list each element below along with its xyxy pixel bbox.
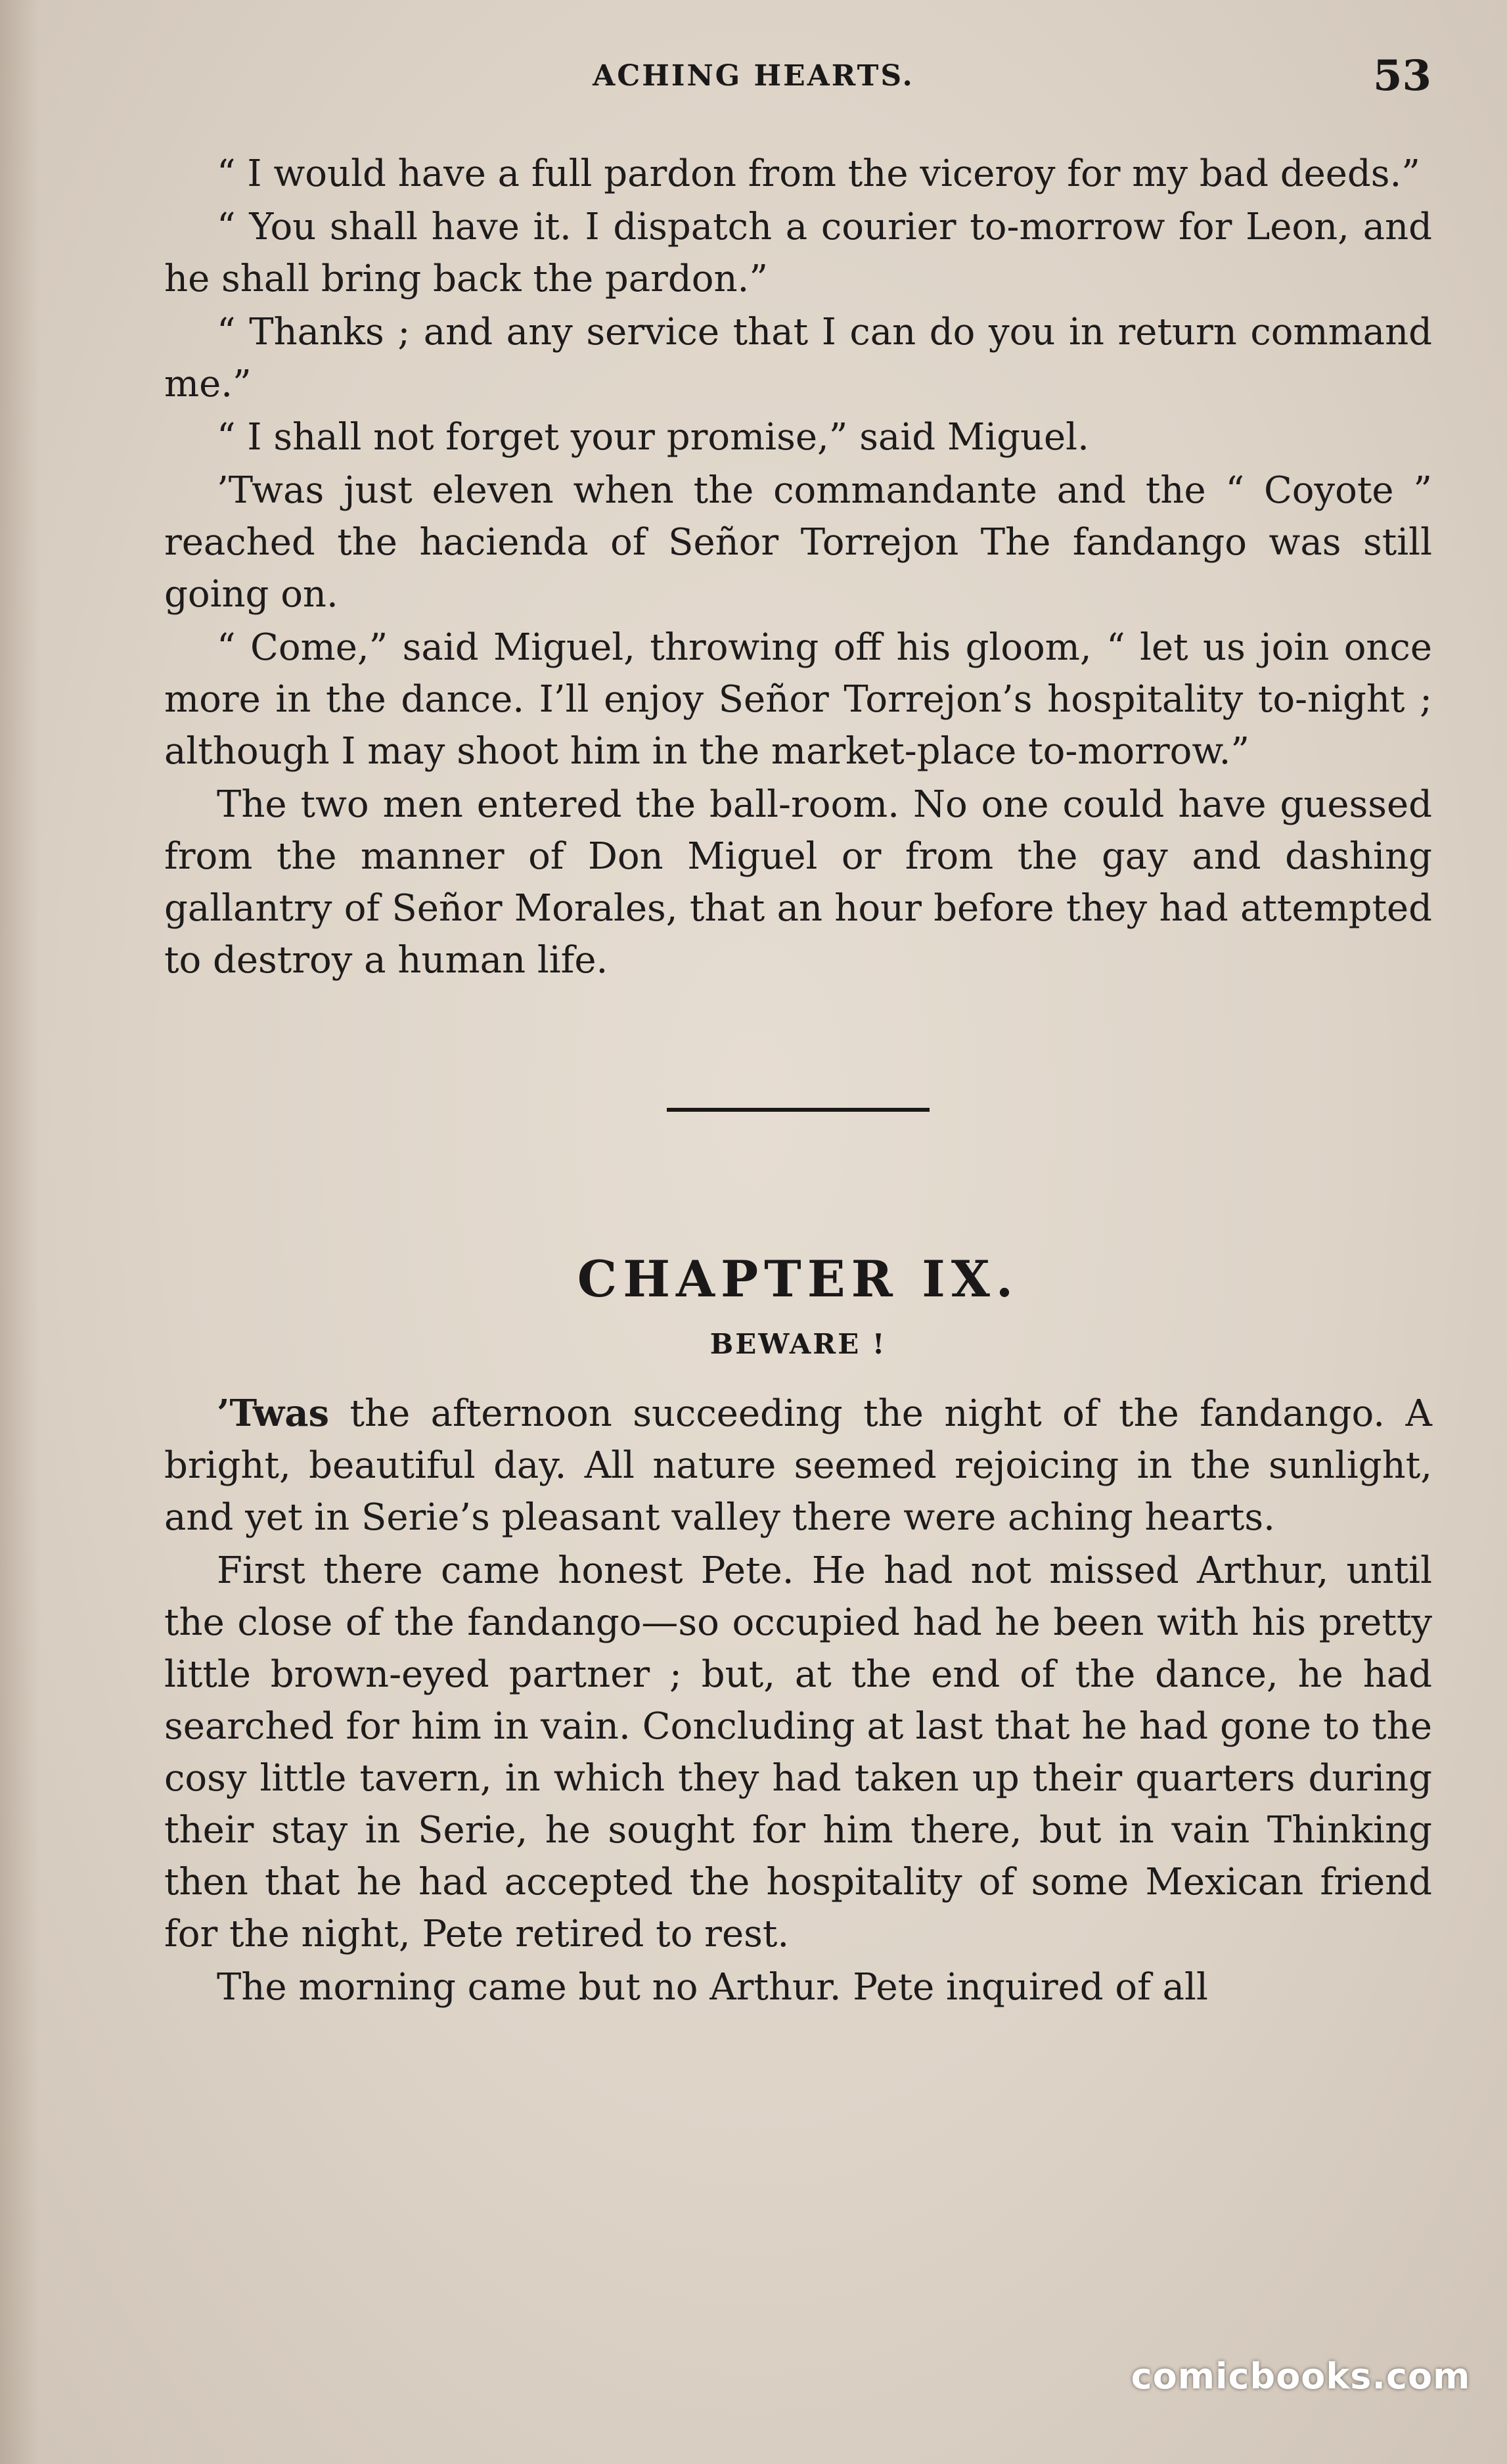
page-edge-shadow [0,0,39,2464]
opening-paragraph-text: the afternoon succeeding the night of the fandango. A bright, beautiful day. All nature seemed rejoicing in the sunlight, and yet in Serie’s pleasant valley there were aching hearts. [164,1392,1432,1539]
paragraph: First there came honest Pete. He had not missed Arthur, until the close of the fandango—so occupied had he been with his pretty little brown-eyed partner ; but, at the end of the dance, he had searched for him in vain. Concluding at last that he had gone to the cosy little tavern, in which they had taken up their quarters during their stay in Serie, he sought for him there, but in vain Thinking then that he had accepted the hospitality of some Mexican friend for the night, Pete retired to rest. [164,1549,1432,1955]
watermark-text: comicbooks.com [1131,2356,1471,2397]
page-number: 53 [1373,51,1432,101]
opening-word: ’Twas [217,1392,330,1435]
paragraph: “ You shall have it. I dispatch a courier to-morrow for Leon, and he shall bring back the pardon.” [164,206,1432,300]
body-text [164,148,1432,2015]
chapter-title: CHAPTER IX. [577,1250,1020,1308]
paragraph: ’Twas just eleven when the commandante and the “ Coyote ” reached the hacienda of Señor Torrejon The fandango was still going on. [164,469,1432,616]
chapter-opening-paragraph [164,1388,1432,1543]
paragraph: “ I would have a full pardon from the viceroy for my bad deeds.” [217,152,1420,195]
chapter-subtitle: BEWARE ! [709,1328,887,1360]
paragraph: “ Come,” said Miguel, throwing off his gloom, “ let us join once more in the dance. I’ll enjoy Señor Torrejon’s hospitality to-night ; although I may shoot him in the market-place to-morrow.” [164,626,1432,773]
paragraph: The morning came but no Arthur. Pete inquired of all [217,1966,1208,2009]
section-divider-rule [667,1108,930,1112]
paragraph: “ Thanks ; and any service that I can do you in return command me.” [164,311,1432,405]
paragraph: The two men entered the ball-room. No one could have guessed from the manner of Don Miguel or from the gay and dashing gallantry of Señor Morales, that an hour before they had attempted to destroy a human life. [164,783,1432,982]
paragraph: “ I shall not forget your promise,” said Miguel. [217,416,1089,459]
running-head: ACHING HEARTS. [593,59,914,93]
